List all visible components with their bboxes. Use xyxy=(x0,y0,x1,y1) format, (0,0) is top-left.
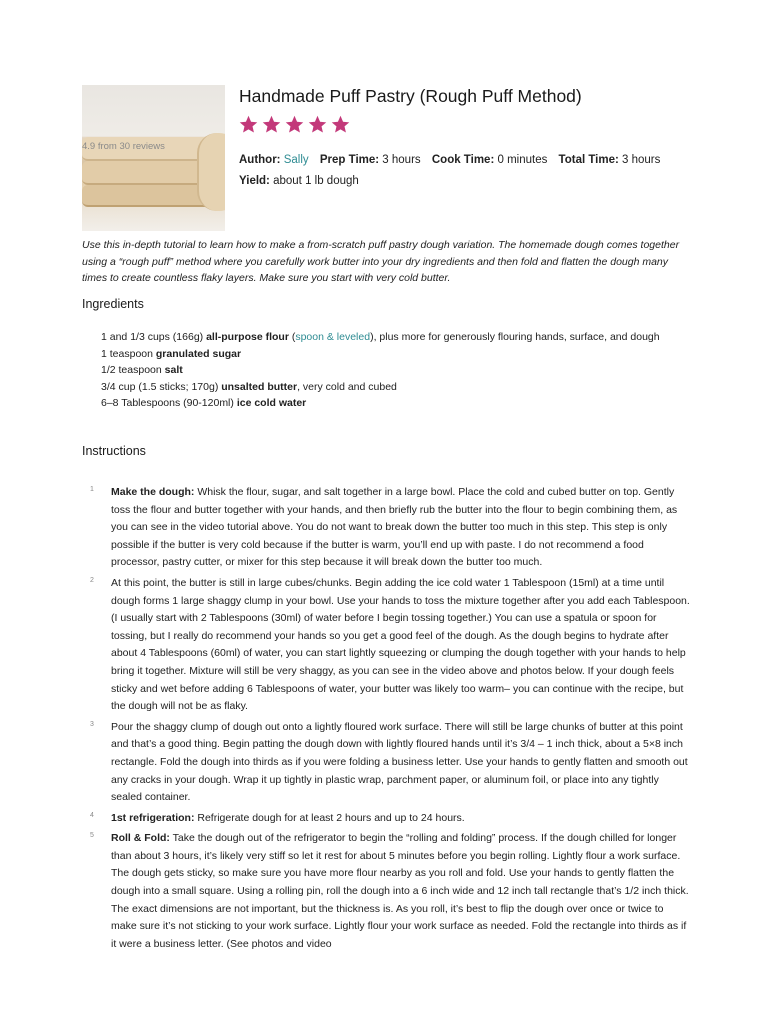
prep-time-value: 3 hours xyxy=(382,154,421,166)
step-number: 3 xyxy=(90,720,94,728)
cook-time-value: 0 minutes xyxy=(497,154,548,166)
spoon-leveled-link[interactable]: spoon & leveled xyxy=(295,331,371,343)
instruction-step xyxy=(82,830,692,953)
step-text: Whisk the flour, sugar, and salt together in a large bowl. Place the cold and cubed butter on top. Gently toss the flour and butter together with your hands, and then briefly rub the butter into the flour to begin combining them, as you can see in the video tutorial above. You do not want to break down the butter too much in this step. This step is only possible if the butter is very cold because if the butter is warm, you’ll end up with paste. I do not recommend a food processor, pastry cutter, or mixer for this step because it will break down the butter too much. xyxy=(111,486,678,569)
recipe-meta xyxy=(239,154,660,166)
rating-text: 4.9 from 30 reviews xyxy=(82,141,165,152)
cook-time-label: Cook Time: xyxy=(431,154,495,166)
step-label: Make the dough: xyxy=(111,486,195,498)
ingredient-note: ), plus more for generously flouring hands, surface, and dough xyxy=(370,331,660,343)
ingredient-name: ice cold water xyxy=(236,397,307,409)
instructions-list xyxy=(82,484,692,956)
yield-value: about 1 lb dough xyxy=(273,175,359,187)
star-icon[interactable] xyxy=(330,114,351,135)
ingredients-heading: Ingredients xyxy=(82,297,144,311)
recipe-yield xyxy=(239,175,359,187)
author-label: Author: xyxy=(239,154,281,166)
ingredient-amount: 3/4 cup (1.5 sticks; 170g) xyxy=(101,380,222,393)
instruction-step xyxy=(82,575,692,716)
step-text: Take the dough out of the refrigerator to begin the “rolling and folding” process. If the dough chilled for longer than about 3 hours, it’s likely very stiff so let it rest for about 5 minutes before you begin rolling. Lightly flour a work surface. The dough gets sticky, so make sure you have more flour nearby as you roll and fold. Use your hands to gently flatten the dough into a small square. Using a rolling pin, roll the dough into a 6 inch wide and 12 inch tall rectangle that’s 1/2 inch thick. The exact dimensions are not important, but the thickness is. As you roll, it’s best to flip the dough over once or twice to make sure it’s not sticking to your work surface. Lightly flour your work surface as needed. Fold the rectangle into thirds as if it were a business letter. (See photos and video xyxy=(111,832,689,950)
step-number: 5 xyxy=(90,832,94,840)
ingredient-amount: 6–8 Tablespoons (90-120ml) xyxy=(101,397,237,409)
ingredient-note: , very cold and cubed xyxy=(297,380,397,393)
star-rating[interactable] xyxy=(238,114,351,135)
recipe-photo xyxy=(82,85,225,231)
ingredient-item xyxy=(101,395,671,412)
star-icon[interactable] xyxy=(284,114,305,135)
step-number: 2 xyxy=(90,576,94,584)
ingredient-item xyxy=(101,362,671,379)
ingredient-item xyxy=(101,329,671,346)
instructions-heading: Instructions xyxy=(82,444,146,458)
yield-label: Yield: xyxy=(239,175,270,187)
recipe-summary: Use this in-depth tutorial to learn how to make a from-scratch puff pastry dough variation. The homemade dough comes together using a “rough puff” method where you carefully work butter into your dry ingredients and then fold and flatten the dough many times to create countless flaky layers. Make sure you start with very cold butter. xyxy=(82,239,680,284)
ingredient-amount: 1 teaspoon xyxy=(101,347,156,360)
ingredient-amount: 1/2 teaspoon xyxy=(101,364,165,376)
star-icon[interactable] xyxy=(307,114,328,135)
ingredient-name: all-purpose flour xyxy=(206,331,289,343)
ingredient-item xyxy=(101,346,671,363)
ingredient-name: granulated sugar xyxy=(155,347,242,360)
total-time-label: Total Time: xyxy=(558,154,619,166)
ingredient-note: ( xyxy=(288,331,296,343)
step-label: Roll & Fold: xyxy=(111,832,170,845)
star-icon[interactable] xyxy=(238,114,259,135)
author-link[interactable]: Sally xyxy=(283,154,309,166)
ingredients-list xyxy=(101,329,671,412)
prep-time-label: Prep Time: xyxy=(319,154,380,166)
instruction-step xyxy=(82,484,692,572)
recipe-title: Handmade Puff Pastry (Rough Puff Method) xyxy=(239,86,582,106)
step-text: Pour the shaggy clump of dough out onto a lightly floured work surface. There will still be large chunks of butter at this point and that’s a good thing. Begin patting the dough down with lightly floured hands until it’s 3/4 – 1 inch thick, about a 5×8 inch rectangle. Fold the dough into thirds as if you were folding a business letter. Use your hands to gently flatten and smooth out any cracks in your dough. Wrap it up tightly in plastic wrap, parchment paper, or aluminum foil, or place into any tightly sealed container. xyxy=(111,720,688,804)
step-text: At this point, the butter is still in large cubes/chunks. Begin adding the ice cold water 1 Tablespoon (15ml) at a time until dough forms 1 large shaggy clump in your bowl. Use your hands to toss the mixture together after you add each Tablespoon. (I usually start with 2 Tablespoons (30ml) of water before I begin tossing together.) You can use a spatula or spoon for tossing, but I really do recommend your hands so you get a good feel of the dough. As the dough begins to hydrate after about 4 Tablespoons (60ml) of water, you can start lightly squeezing or clumping the dough together with your hands to help bring it together. Mixture will still be very shaggy, as you can see in the video above and photos below. If your dough feels sticky and wet before adding 6 Tablespoons of water, your butter was likely too warm– you can continue with the recipe, but the dough will not be as flaky. xyxy=(111,576,690,713)
star-icon[interactable] xyxy=(261,114,282,135)
instruction-step xyxy=(82,719,692,807)
total-time-value: 3 hours xyxy=(622,154,661,166)
instruction-step xyxy=(82,810,692,828)
ingredient-name: salt xyxy=(164,364,183,376)
ingredient-item xyxy=(101,379,671,396)
step-number: 1 xyxy=(90,486,94,493)
step-label: 1st refrigeration: xyxy=(111,811,195,824)
step-text: Refrigerate dough for at least 2 hours and up to 24 hours. xyxy=(194,811,465,824)
ingredient-name: unsalted butter xyxy=(221,380,298,393)
ingredient-amount: 1 and 1/3 cups (166g) xyxy=(101,331,207,343)
step-number: 4 xyxy=(90,811,94,819)
